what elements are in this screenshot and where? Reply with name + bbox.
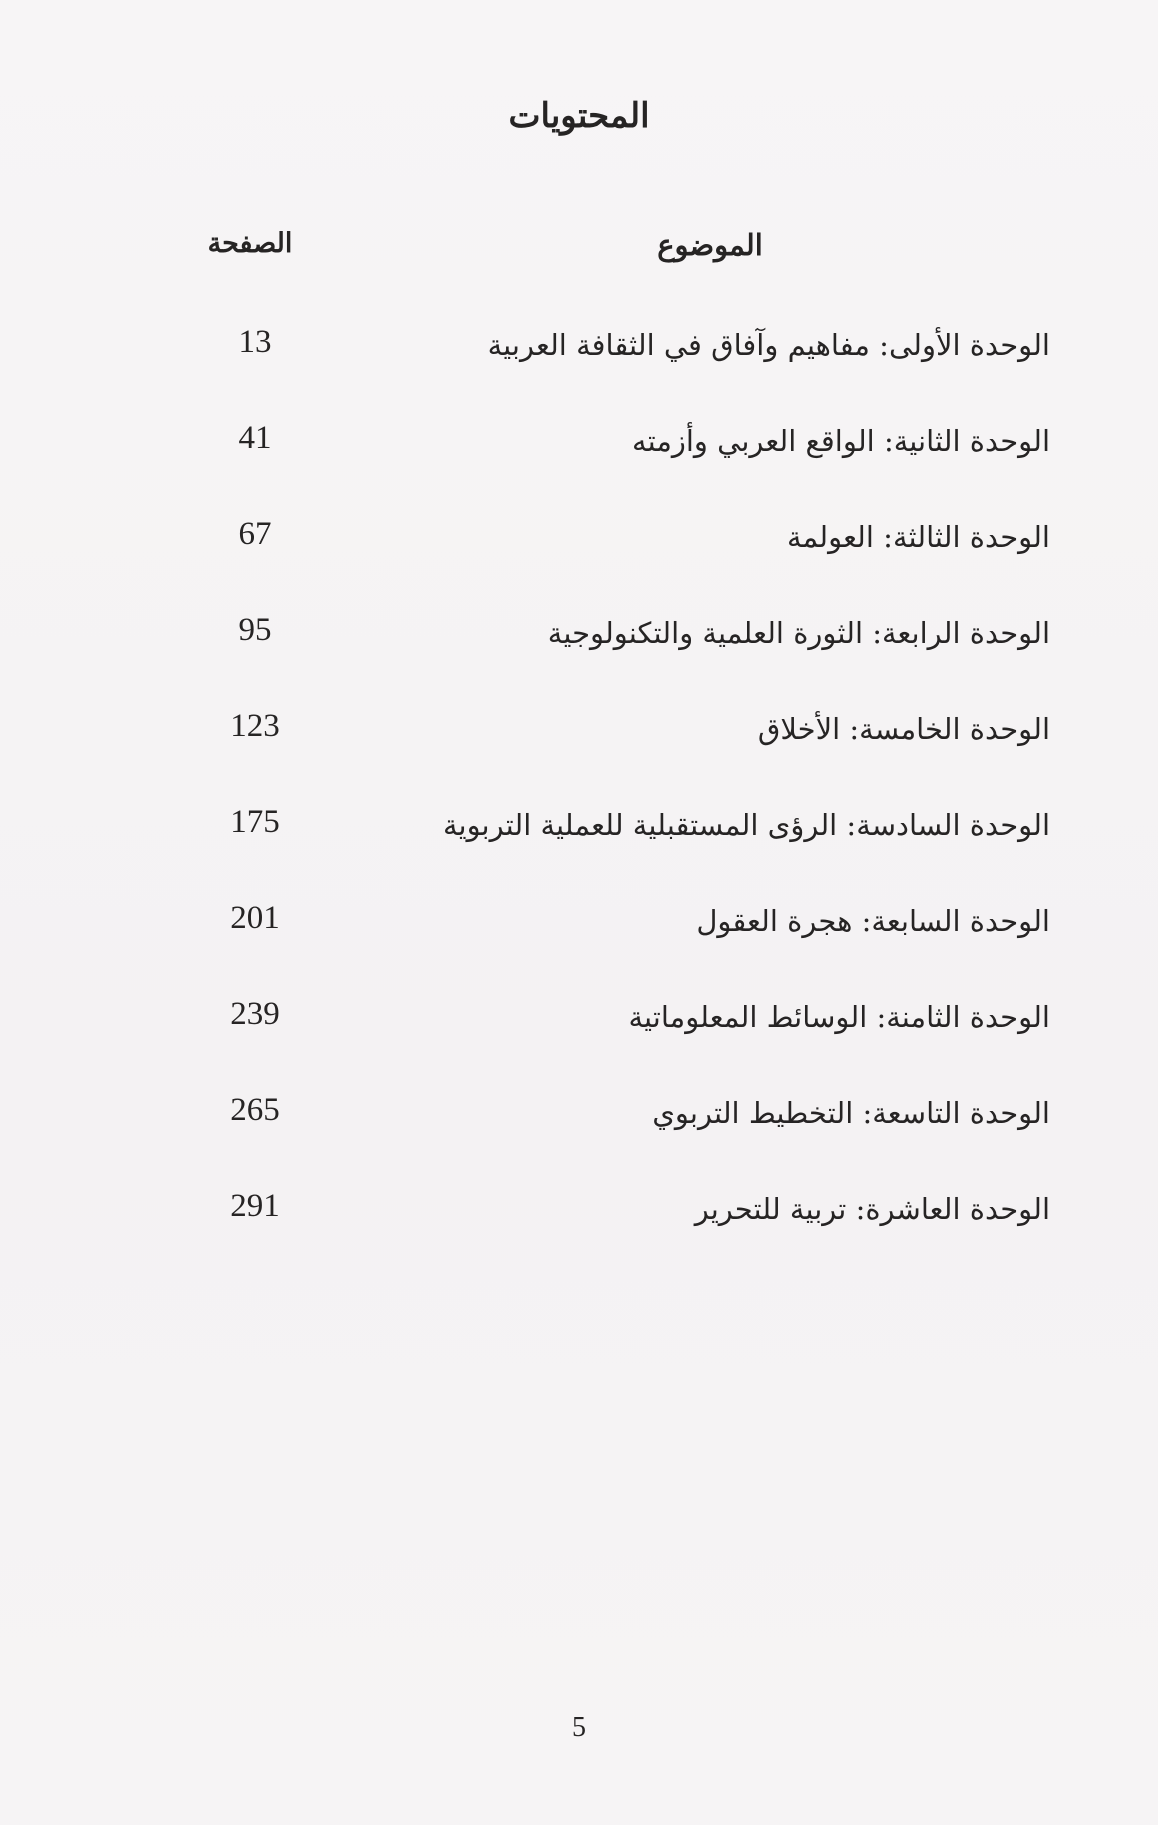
- page-number: 5: [572, 1712, 586, 1743]
- toc-entry-page: 291: [230, 1188, 280, 1224]
- toc-entry-page: 175: [230, 804, 280, 840]
- toc-entry-subject: الوحدة الرابعة: الثورة العلمية والتكنولوجية: [547, 616, 1050, 650]
- toc-entry: [0, 512, 1158, 608]
- toc-entry-subject: الوحدة الثانية: الواقع العربي وأزمته: [632, 424, 1050, 458]
- toc-entry-page: 123: [230, 708, 280, 744]
- toc-entry-subject: الوحدة الثالثة: العولمة: [786, 520, 1050, 554]
- subject-column-header: الموضوع: [657, 228, 763, 262]
- toc-entry-subject: الوحدة السادسة: الرؤى المستقبلية للعملية التربوية: [442, 808, 1050, 842]
- toc-entry-page: 265: [230, 1092, 280, 1128]
- table-of-contents: [0, 320, 1158, 1280]
- toc-entry-subject: الوحدة الخامسة: الأخلاق: [757, 712, 1050, 746]
- toc-entry: [0, 896, 1158, 992]
- toc-entry-page: 67: [238, 516, 272, 552]
- toc-entry-subject: الوحدة الثامنة: الوسائط المعلوماتية: [628, 1000, 1050, 1034]
- toc-entry: [0, 320, 1158, 416]
- toc-entry-subject: الوحدة التاسعة: التخطيط التربوي: [652, 1096, 1050, 1130]
- toc-entry-subject: الوحدة العاشرة: تربية للتحرير: [694, 1192, 1050, 1226]
- toc-entry: [0, 1088, 1158, 1184]
- toc-entry-page: 13: [238, 324, 272, 360]
- toc-entry-page: 201: [230, 900, 280, 936]
- page-title: المحتويات: [508, 96, 650, 136]
- page-column-header: الصفحة: [207, 228, 293, 259]
- toc-entry: [0, 1184, 1158, 1280]
- toc-entry: [0, 992, 1158, 1088]
- toc-entry: [0, 704, 1158, 800]
- toc-entry-page: 41: [238, 420, 272, 456]
- toc-entry-subject: الوحدة الأولى: مفاهيم وآفاق في الثقافة العربية: [487, 328, 1050, 362]
- toc-entry-page: 239: [230, 996, 280, 1032]
- toc-entry-subject: الوحدة السابعة: هجرة العقول: [696, 904, 1050, 938]
- toc-entry: [0, 416, 1158, 512]
- toc-entry: [0, 800, 1158, 896]
- toc-entry-page: 95: [238, 612, 272, 648]
- toc-header-row: [0, 228, 1158, 268]
- toc-entry: [0, 608, 1158, 704]
